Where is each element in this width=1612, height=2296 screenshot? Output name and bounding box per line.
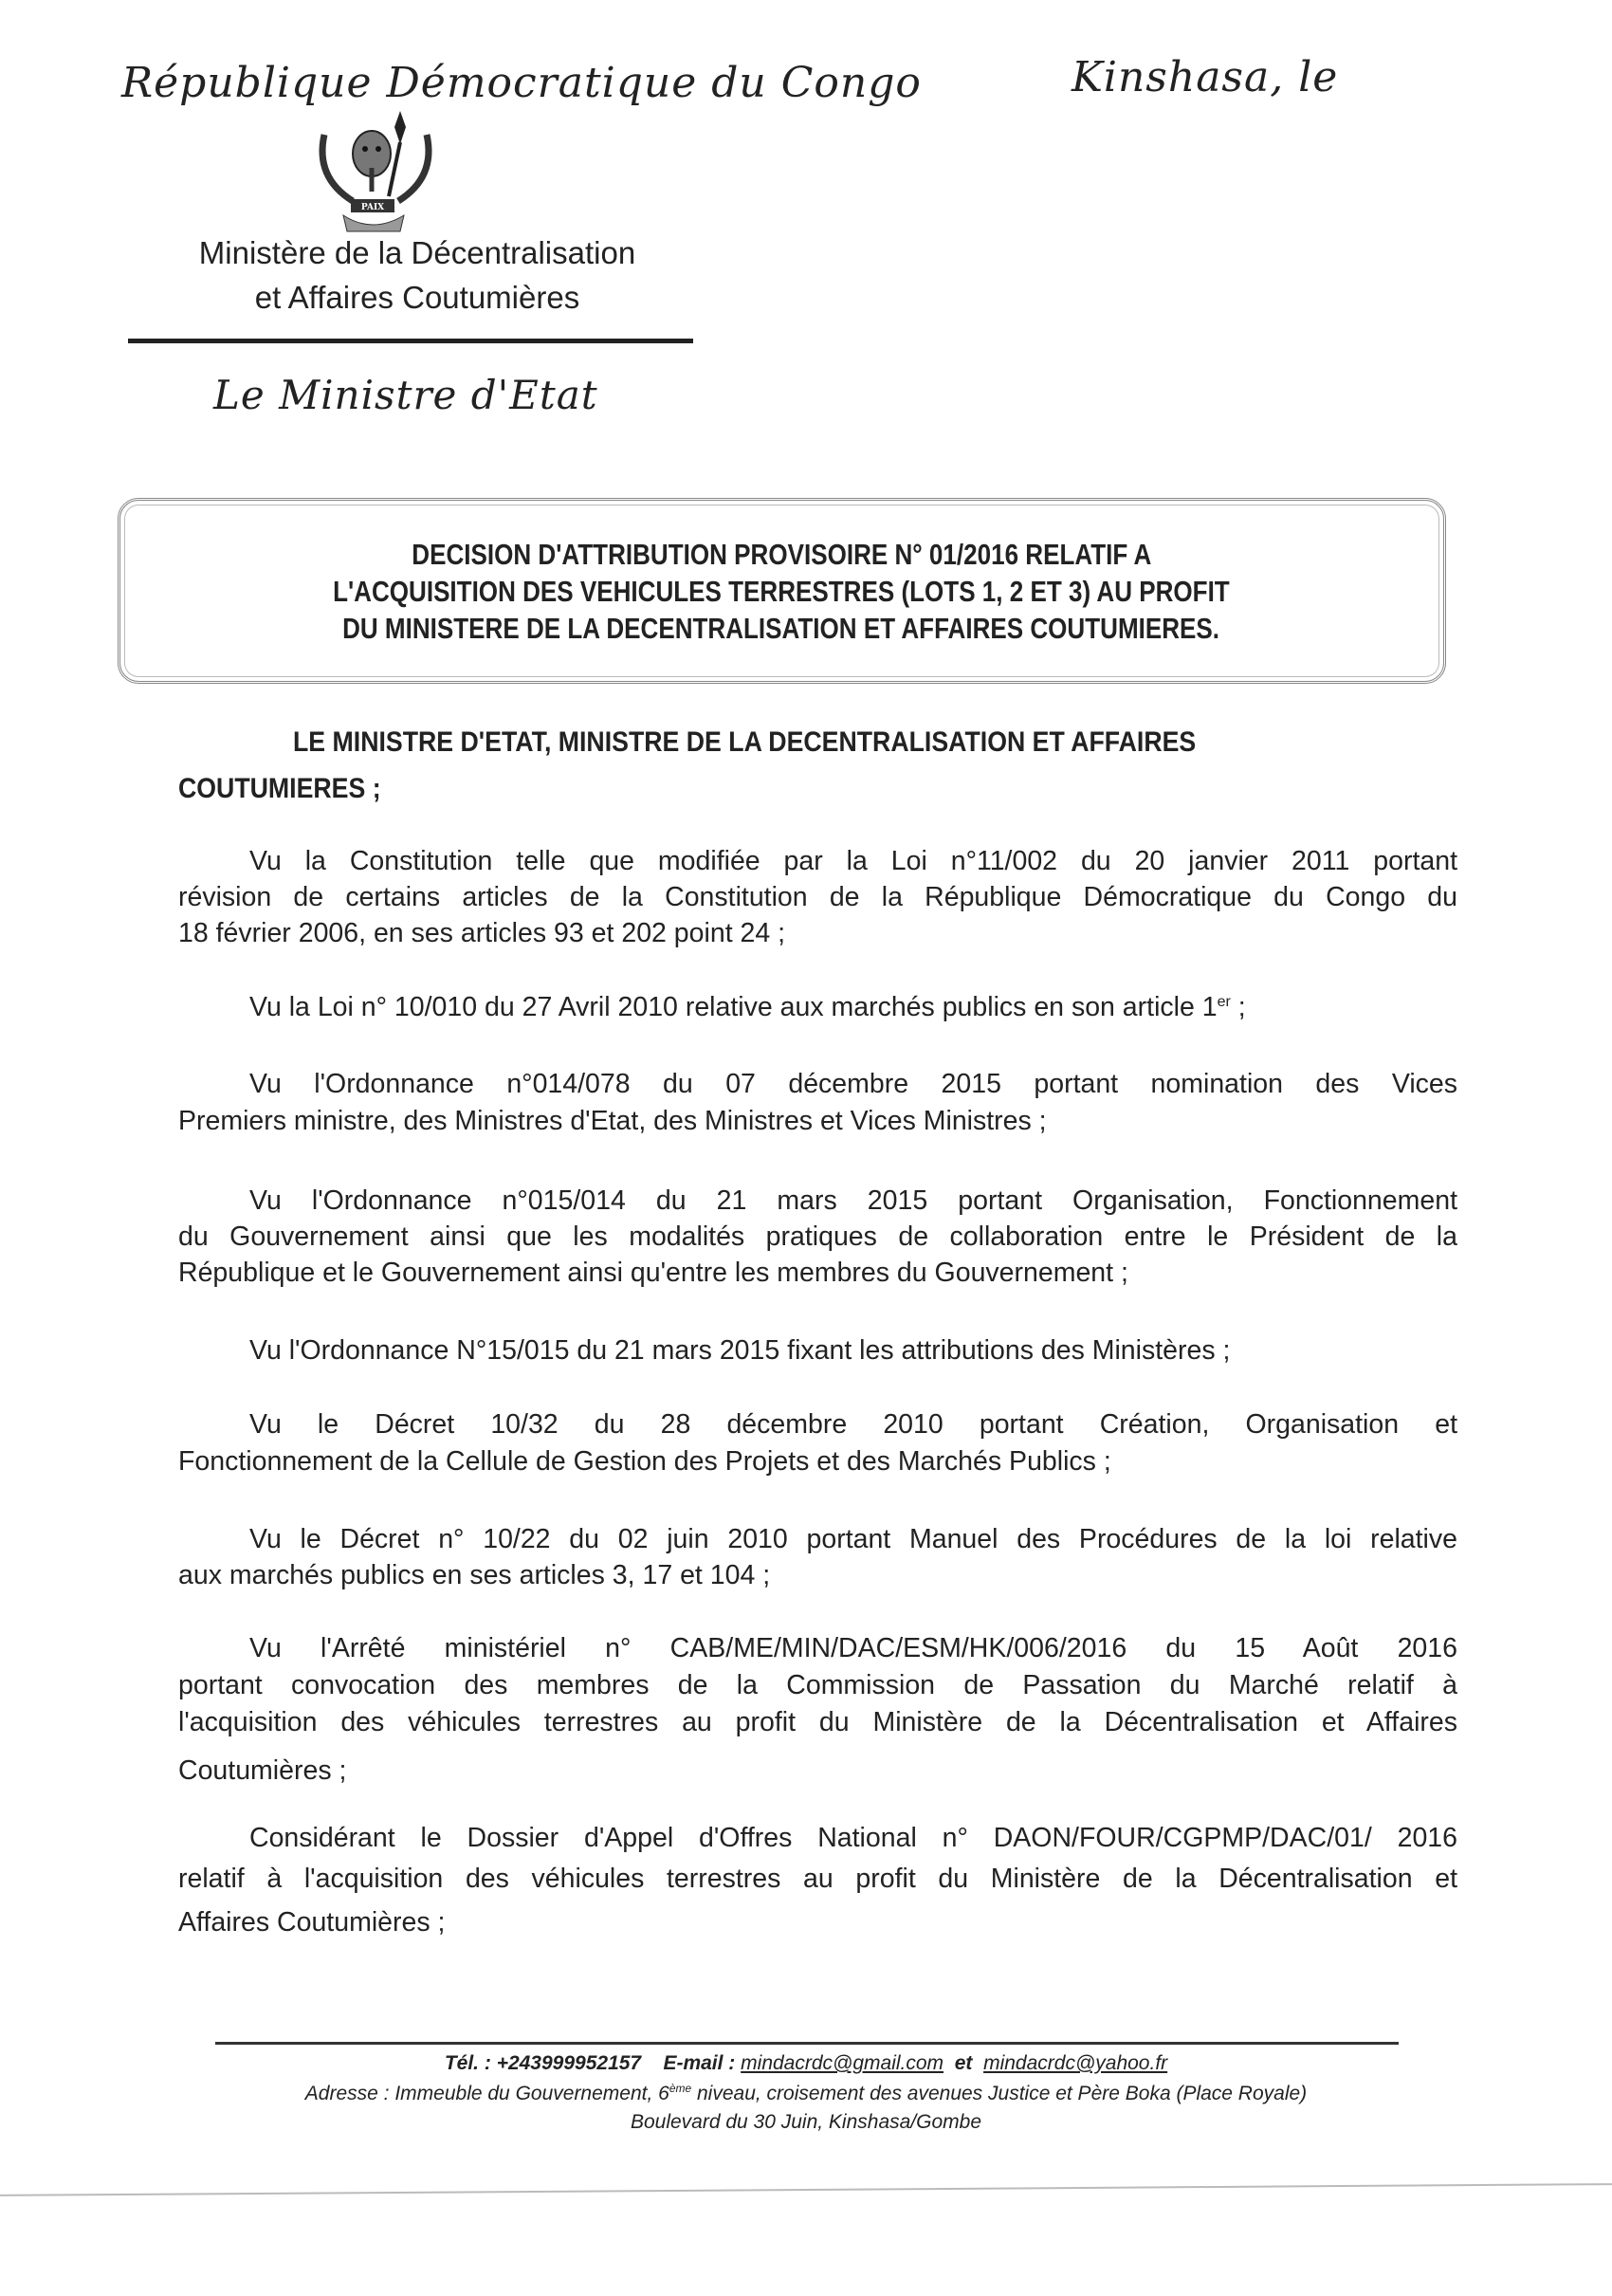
decision-title-line: DU MINISTERE DE LA DECENTRALISATION ET AFFAIRES COUTUMIERES. [342,612,1220,645]
footer-contact-line [190,2052,1422,2075]
address-text: Adresse : Immeuble du Gouvernement, 6 [304,2083,669,2104]
paragraph-line: aux marchés publics en ses articles 3, 17 et 104 ; [178,1560,771,1590]
paragraph-line: Vu l'Ordonnance n°014/078 du 07 décembre 2015 portant nomination des Vices [249,1069,1457,1099]
email-link-gmail[interactable]: mindacrdc@gmail.com [741,2052,944,2074]
emblem-icon [305,106,448,234]
decision-title-line: DECISION D'ATTRIBUTION PROVISOIRE N° 01/2016 RELATIF A [411,538,1152,571]
footer-address-line [190,2083,1422,2105]
tel-label: Tél. : [444,2052,491,2074]
signatory-title: Le Ministre d'Etat [213,372,598,418]
paragraph-line: Fonctionnement de la Cellule de Gestion des Projets et des Marchés Publics ; [178,1446,1111,1477]
line-text: Vu la Loi n° 10/010 du 27 Avril 2010 relative aux marchés publics en son article 1 [249,992,1218,1022]
paragraph-line [249,992,1457,1023]
superscript: er [1217,994,1231,1010]
emblem-ribbon-text: PAIX [360,203,385,212]
preamble-heading-line: COUTUMIERES ; [178,773,381,804]
scan-page-edge [0,2183,1612,2196]
paragraph-line: révision de certains articles de la Constitution de la République Démocratique du Congo du [178,882,1457,912]
ministry-name-line2: et Affaires Coutumières [254,280,580,315]
paragraph-line: l'acquisition des véhicules terrestres au profit du Ministère de la Décentralisation et Affaires [178,1707,1457,1737]
paragraph-line: Vu la Constitution telle que modifiée par la Loi n°11/002 du 20 janvier 2011 portant [249,846,1457,876]
country-name: République Démocratique du Congo [121,59,922,107]
decision-title-line: L'ACQUISITION DES VEHICULES TERRESTRES (LOTS 1, 2 ET 3) AU PROFIT [333,575,1230,608]
superscript: ème [669,2082,692,2095]
tel-number: +243999952157 [496,2052,642,2074]
paragraph-line: Coutumières ; [178,1755,347,1786]
email-joiner: et [954,2052,973,2074]
paragraph-line: portant convocation des membres de la Commission de Passation du Marché relatif à [178,1670,1457,1700]
place-date: Kinshasa, le [1072,53,1339,101]
paragraph-line: Vu le Décret n° 10/22 du 02 juin 2010 portant Manuel des Procédures de la loi relative [249,1524,1457,1554]
preamble-heading-line: LE MINISTRE D'ETAT, MINISTRE DE LA DECENTRALISATION ET AFFAIRES [293,726,1197,758]
coat-of-arms-emblem [305,106,448,234]
paragraph-line: Vu le Décret 10/32 du 28 décembre 2010 portant Création, Organisation et [249,1409,1457,1440]
paragraph-line: Affaires Coutumières ; [178,1907,446,1938]
paragraph-line: du Gouvernement ainsi que les modalités pratiques de collaboration entre le Président de la [178,1221,1457,1252]
address-text: niveau, croisement des avenues Justice et Père Boka (Place Royale) [691,2083,1308,2104]
paragraph-line: République et le Gouvernement ainsi qu'entre les membres du Gouvernement ; [178,1258,1128,1288]
email-link-yahoo[interactable]: mindacrdc@yahoo.fr [983,2052,1168,2074]
paragraph-line: Vu l'Arrêté ministériel n° CAB/ME/MIN/DAC/ESM/HK/006/2016 du 15 Août 2016 [249,1633,1457,1663]
ministry-name-line1: Ministère de la Décentralisation [198,235,636,270]
paragraph-line: Vu l'Ordonnance N°15/015 du 21 mars 2015 fixant les attributions des Ministères ; [249,1335,1231,1366]
paragraph-line: 18 février 2006, en ses articles 93 et 202 point 24 ; [178,918,786,948]
paragraph-line: Vu l'Ordonnance n°015/014 du 21 mars 2015 portant Organisation, Fonctionnement [249,1185,1457,1216]
header-divider [128,339,693,343]
paragraph-line: Premiers ministre, des Ministres d'Etat, des Ministres et Vices Ministres ; [178,1106,1047,1136]
paragraph-line: relatif à l'acquisition des véhicules terrestres au profit du Ministère de la Décentralisation et [178,1864,1457,1894]
paragraph-line: Considérant le Dossier d'Appel d'Offres National n° DAON/FOUR/CGPMP/DAC/01/ 2016 [249,1823,1457,1853]
line-tail: ; [1230,992,1246,1022]
footer-divider [215,2042,1399,2045]
email-label: E-mail : [663,2052,736,2074]
footer-address-line2: Boulevard du 30 Juin, Kinshasa/Gombe [630,2111,982,2133]
